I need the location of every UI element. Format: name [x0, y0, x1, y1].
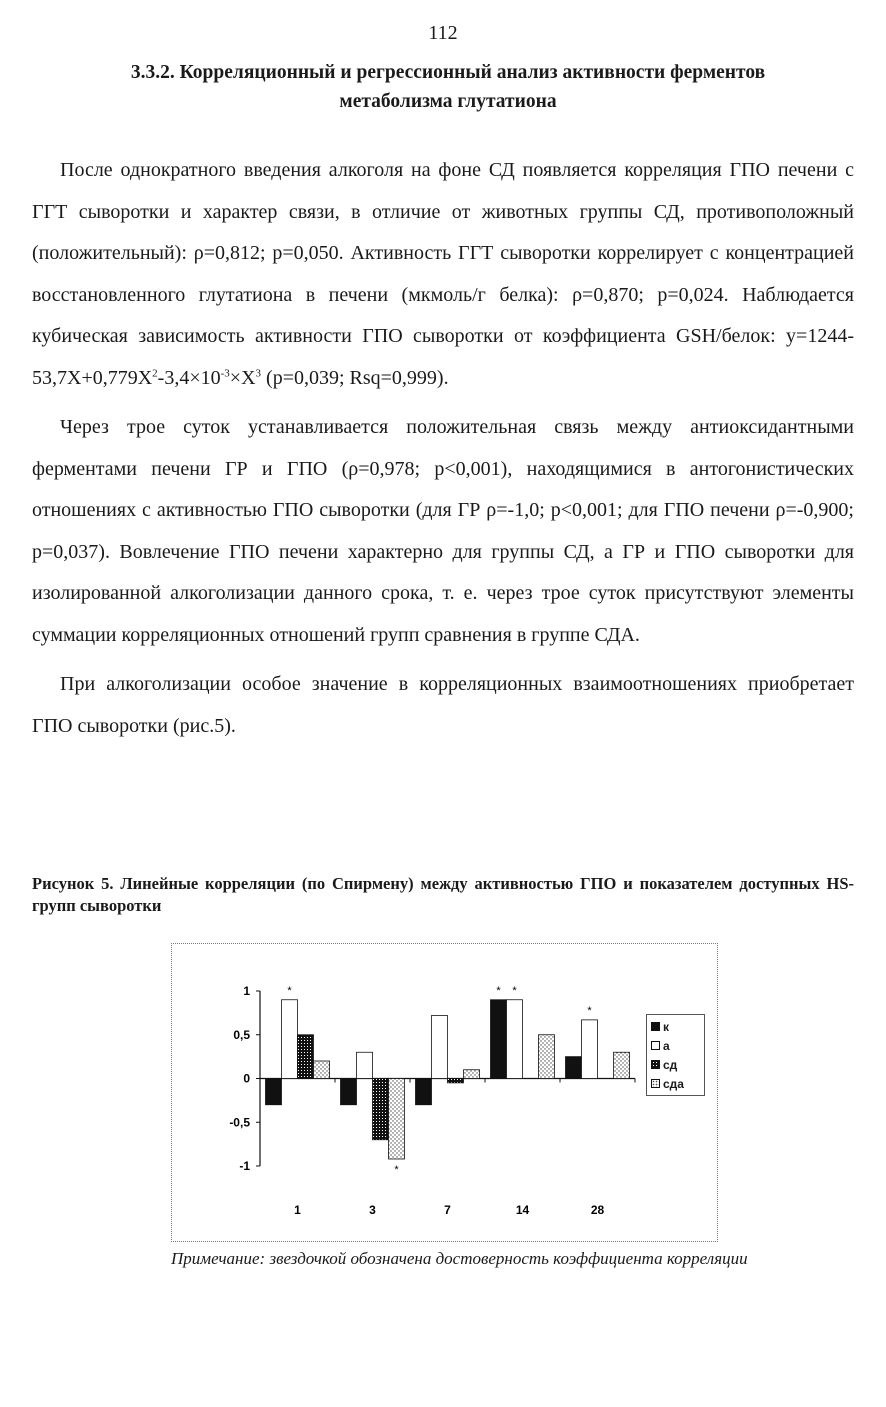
- chart-legend: [646, 1014, 705, 1096]
- x-tick-label: 1: [294, 1203, 301, 1217]
- y-tick-label: -1: [239, 1159, 250, 1173]
- body-text: [32, 150, 854, 747]
- x-tick-label: 28: [590, 1203, 605, 1217]
- y-tick-label: -0,5: [229, 1115, 250, 1130]
- legend-swatch-k: [651, 1022, 660, 1031]
- y-tick-label: 0: [243, 1071, 250, 1086]
- bar-3-0: [341, 1079, 357, 1105]
- significance-star: *: [287, 984, 292, 997]
- bar-7-1: [432, 1016, 448, 1079]
- bar-28-1: [582, 1020, 598, 1079]
- exponent-3: 3: [255, 366, 262, 379]
- x-tick-label: 7: [444, 1203, 451, 1217]
- section-heading: [40, 58, 856, 116]
- bar-28-0: [566, 1057, 582, 1079]
- paragraph-3: При алкоголизации особое значение в корреляционных взаимоотношениях приобретает ГПО сыворотки (рис.5).: [32, 673, 854, 737]
- significance-star: *: [394, 1164, 399, 1176]
- y-tick-label: 1: [243, 984, 250, 998]
- bar-7-2: [448, 1079, 464, 1083]
- bar-14-1: [507, 1000, 523, 1079]
- bar-3-2: [373, 1079, 389, 1140]
- paragraph-1-part-d: (p=0,039; Rsq=0,999).: [261, 366, 449, 389]
- x-tick-label: 14: [515, 1203, 530, 1217]
- page-number: 112: [428, 22, 458, 44]
- bar-14-3: [539, 1035, 555, 1079]
- x-tick-label: 3: [369, 1203, 376, 1217]
- bar-7-0: [416, 1079, 432, 1105]
- bar-chart: [172, 944, 717, 1241]
- legend-label-a: а: [663, 1038, 670, 1053]
- chart-frame: [171, 943, 718, 1242]
- legend-swatch-sda: [651, 1079, 660, 1088]
- legend-swatch-sd: [651, 1060, 660, 1069]
- bar-28-3: [614, 1052, 630, 1078]
- bar-3-1: [357, 1052, 373, 1078]
- bar-3-3: [389, 1079, 405, 1160]
- legend-item-a: [651, 1036, 704, 1055]
- bar-14-0: [491, 1000, 507, 1079]
- bar-7-3: [464, 1070, 480, 1079]
- legend-swatch-a: [651, 1041, 660, 1050]
- legend-item-sd: [651, 1055, 704, 1074]
- bar-1-2: [298, 1035, 314, 1079]
- figure-note: Примечание: звездочкой обозначена достоверность коэффициента корреляции: [171, 1249, 748, 1268]
- legend-item-k: [651, 1017, 704, 1036]
- significance-star: *: [496, 984, 501, 997]
- figure-caption: Рисунок 5. Линейные корреляции (по Спирмену) между активностью ГПО и показателем доступных HS-групп сыворотки: [32, 874, 854, 915]
- legend-item-sda: [651, 1074, 704, 1093]
- legend-label-sd: сд: [663, 1057, 678, 1072]
- bar-1-0: [266, 1079, 282, 1105]
- exponent-minus-3: -3: [220, 366, 230, 379]
- significance-star: *: [512, 984, 517, 997]
- section-heading-line1: 3.3.2. Корреляционный и регрессионный анализ активности ферментов: [130, 62, 766, 83]
- significance-star: *: [587, 1004, 592, 1017]
- y-tick-label: 0,5: [233, 1027, 250, 1042]
- paragraph-1: [32, 150, 854, 399]
- section-heading-line2: метаболизма глутатиона: [339, 91, 557, 112]
- bar-1-3: [314, 1061, 330, 1079]
- legend-label-sda: сда: [663, 1076, 684, 1091]
- paragraph-1-part-b: -3,4×10: [157, 366, 221, 389]
- paragraph-1-part-a: После однократного введения алкоголя на фоне СД появляется корреляция ГПО печени с ГГТ сыворотки и характер связи, в отличие от животных группы СД, противоположный (положительный): ρ=0,812; p=0,050. Активность ГГТ сыворотки коррелирует с концентрацией восстановленного глутатиона в печени (мкмоль/г белка): ρ=0,870; p=0,024. Наблюдается кубическая зависимость активности ГПО сыворотки от коэффициента GSH/белок: y=1244-53,7X+0,779X: [32, 159, 854, 389]
- paragraph-1-part-c: ×X: [229, 366, 256, 389]
- paragraph-2: Через трое суток устанавливается положительная связь между антиоксидантными ферментами печени ГР и ГПО (ρ=0,978; p<0,001), находящимися в антогонистических отношениях с активностью ГПО сыворотки (для ГР ρ=-1,0; p<0,001; для ГПО печени ρ=-0,900; p=0,037). Вовлечение ГПО печени характерно для группы СД, а ГР и ГПО сыворотки для изолированной алкоголизации данного срока, т. е. через трое суток присутствуют элементы суммации корреляционных отношений групп сравнения в группе СДА.: [32, 416, 854, 646]
- bar-1-1: [282, 1000, 298, 1079]
- legend-label-k: к: [663, 1019, 670, 1034]
- exponent-2: 2: [152, 366, 158, 379]
